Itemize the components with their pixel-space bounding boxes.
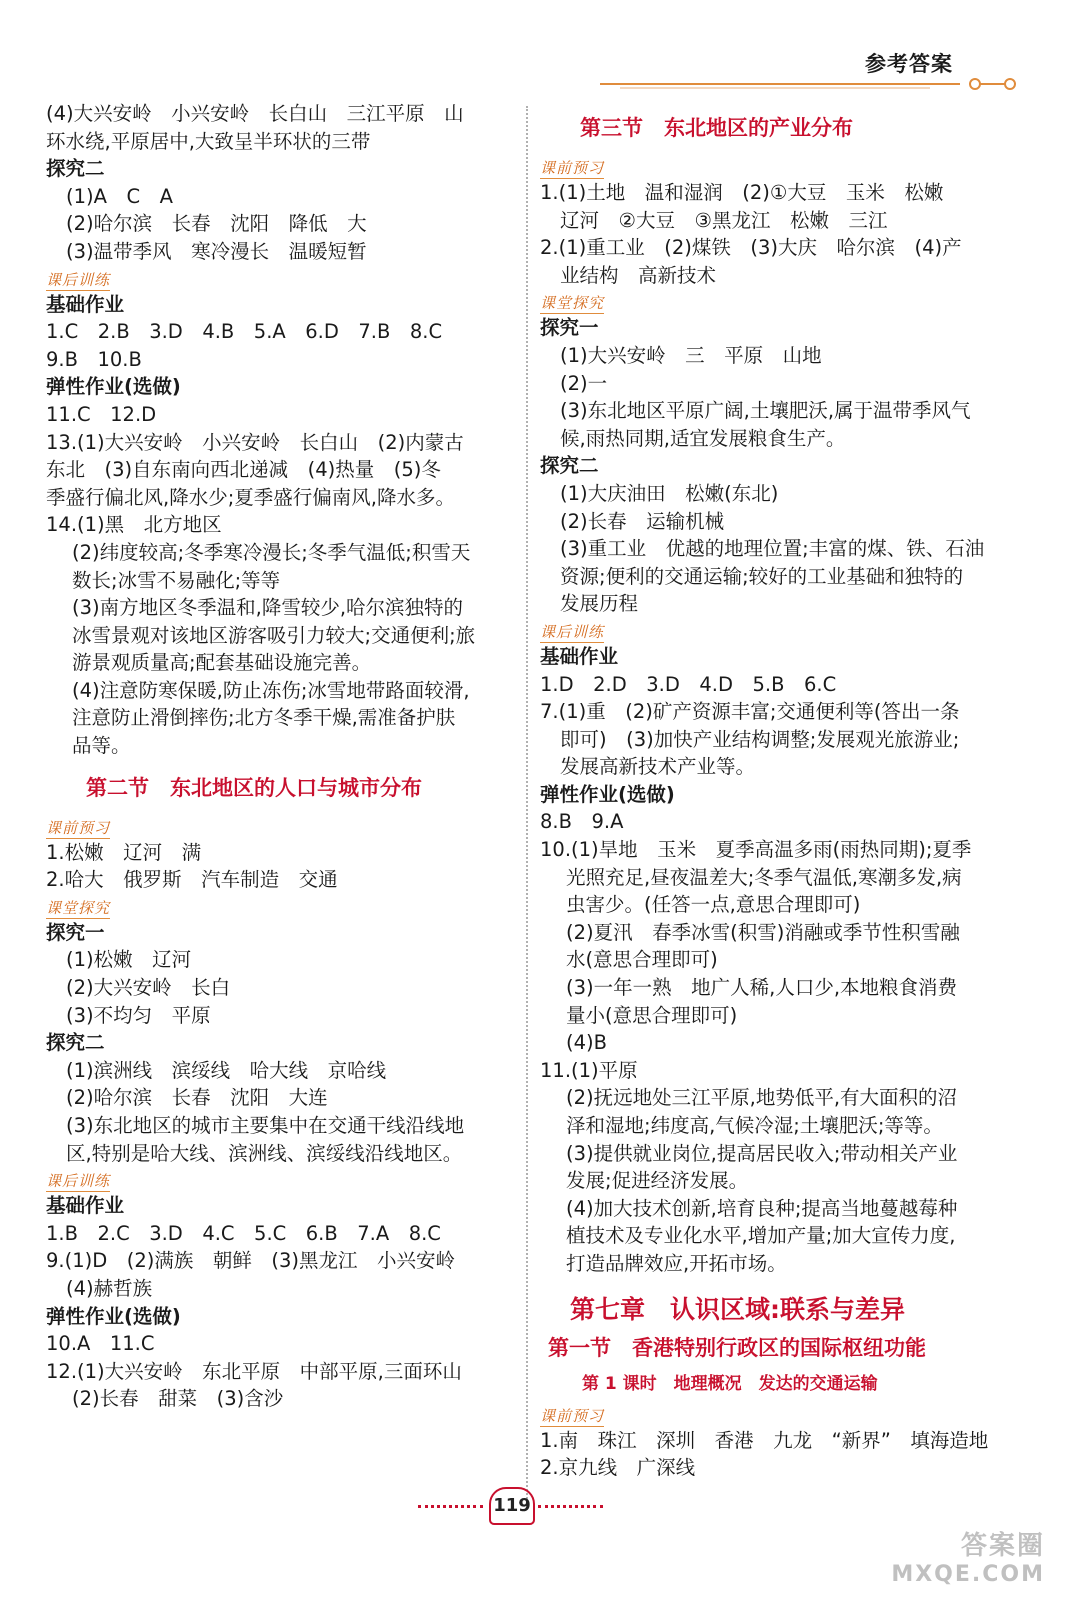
answer-line: 14.(1)黑 北方地区	[46, 513, 222, 537]
answer-line: 9.(1)D (2)满族 朝鲜 (3)黑龙江 小兴安岭	[46, 1249, 455, 1273]
answer-line: 13.(1)大兴安岭 小兴安岭 长白山 (2)内蒙古	[46, 430, 464, 454]
section-tag-row	[46, 266, 516, 291]
header-decor-line	[600, 74, 1030, 94]
subheading: 探究一	[540, 316, 599, 340]
answer-line: 水(意思合理即可)	[566, 948, 718, 972]
subheading: 探究二	[46, 157, 105, 181]
answer-line: 10.A 11.C	[46, 1332, 155, 1356]
answer-line: (4)大兴安岭 小兴安岭 长白山 三江平原 山	[46, 102, 464, 125]
answer-line: (3)温带季风 寒冷漫长 温暖短暂	[66, 239, 367, 263]
answer-line: 品等。	[72, 734, 131, 758]
answer-line: (2)长春 甜菜 (3)含沙	[72, 1387, 284, 1411]
answer-line: (3)东北地区的城市主要集中在交通干线沿线地	[66, 1114, 465, 1137]
section-heading: 第三节 东北地区的产业分布	[580, 116, 853, 140]
answer-line: 量小(意思合理即可)	[566, 1003, 738, 1027]
section-tag-row	[46, 1167, 516, 1192]
answer-line: (2)哈尔滨 长春 沈阳 降低 大	[66, 212, 367, 236]
section-heading: 第二节 东北地区的人口与城市分布	[86, 775, 422, 800]
page-number-dots-right	[538, 1493, 603, 1508]
answer-line: 1.南 珠江 深圳 香港 九龙 “新界” 填海造地	[540, 1428, 989, 1452]
subheading: 基础作业	[46, 292, 125, 316]
answer-line: 虫害少。(任答一点,意思合理即可)	[566, 893, 861, 917]
answer-line: (1)A C A	[66, 184, 173, 208]
answer-line: (2)哈尔滨 长春 沈阳 大连	[66, 1086, 328, 1110]
section-tag-row	[540, 289, 1020, 314]
answer-line: 发展历程	[560, 592, 639, 616]
answer-line: (3)东北地区平原广阔,土壤肥沃,属于温带季风气	[560, 399, 971, 423]
answer-line: 1.松嫩 辽河 满	[46, 840, 202, 864]
subheading: 弹性作业(选做)	[46, 375, 181, 399]
subheading: 弹性作业(选做)	[46, 1304, 181, 1328]
section-tag: 课前预习	[540, 159, 605, 177]
page-number-dots-left	[418, 1493, 483, 1508]
answer-line: 1.(1)土地 温和湿润 (2)①大豆 玉米 松嫩	[540, 181, 944, 204]
answer-line: (3)一年一熟 地广人稀,人口少,本地粮食消费	[566, 976, 958, 1000]
answer-line: 数长;冰雪不易融化;等等	[72, 568, 281, 592]
answer-line: (1)松嫩 辽河	[66, 948, 192, 972]
section-tag-row	[540, 154, 1020, 179]
answer-line: 11.C 12.D	[46, 402, 157, 426]
answer-line: 12.(1)大兴安岭 东北平原 中部平原,三面环山	[46, 1359, 462, 1383]
section-tag-row	[540, 618, 1020, 643]
answer-line: 打造品牌效应,开拓市场。	[566, 1251, 787, 1275]
subheading: 基础作业	[46, 1194, 125, 1218]
answer-line: (4)注意防寒保暖,防止冻伤;冰雪地带路面较滑,	[72, 678, 470, 702]
subheading: 探究二	[540, 454, 599, 478]
answer-line: 业结构 高新技术	[560, 263, 717, 287]
answer-line: 游景观质量高;配套基础设施完善。	[72, 651, 372, 675]
answer-line: 泽和湿地;纬度高,气候冷湿;土壤肥沃;等等。	[566, 1114, 943, 1137]
answer-line: 8.B 9.A	[540, 810, 624, 834]
answer-line: 1.D 2.D 3.D 4.D 5.B 6.C	[540, 672, 837, 696]
answer-line: 东北 (3)自东南向西北递减 (4)热量 (5)冬	[46, 458, 441, 482]
answer-line: (1)大庆油田 松嫩(东北)	[560, 481, 779, 505]
answer-line: 季盛行偏北风,降水少;夏季盛行偏南风,降水多。	[46, 485, 455, 509]
subheading: 基础作业	[540, 644, 619, 668]
answer-line: (2)长春 运输机械	[560, 509, 725, 533]
answer-line: 注意防止滑倒摔伤;北方冬季干燥,需准备护肤	[72, 706, 456, 730]
answer-line: 发展高新技术产业等。	[560, 755, 756, 779]
answer-line: 候,雨热同期,适宜发展粮食生产。	[560, 426, 846, 450]
answer-line: 发展;促进经济发展。	[566, 1169, 749, 1193]
subheading: 探究一	[46, 920, 105, 944]
header-title: 参考答案	[865, 52, 953, 76]
subheading: 探究二	[46, 1031, 105, 1055]
section-tag: 课后训练	[540, 622, 605, 641]
answer-line: (4)赫哲族	[66, 1276, 153, 1300]
lesson-heading: 第 1 课时 地理概况 发达的交通运输	[582, 1373, 878, 1394]
section-tag-row	[46, 814, 516, 839]
section-heading: 第一节 香港特别行政区的国际枢纽功能	[548, 1335, 926, 1360]
watermark-url: MXQE.COM	[891, 1562, 1045, 1587]
answer-line: 植技术及专业化水平,增加产量;加大宣传力度,	[566, 1224, 956, 1248]
answer-line: 光照充足,昼夜温差大;冬季气温低,寒潮多发,病	[566, 865, 962, 889]
answer-line: (4)B	[566, 1031, 607, 1055]
right-column	[540, 100, 1020, 1482]
answer-line: (3)重工业 优越的地理位置;丰富的煤、铁、石油	[560, 537, 985, 561]
answer-line: 辽河 ②大豆 ③黑龙江 松嫩 三江	[560, 208, 888, 232]
section-tag: 课前预习	[46, 818, 111, 837]
answer-line: (2)纬度较高;冬季寒冷漫长;冬季气温低;积雪天	[72, 540, 471, 564]
watermark-logo: 答案圈	[960, 1531, 1045, 1561]
answer-line: 冰雪景观对该地区游客吸引力较大;交通便利;旅	[72, 623, 476, 647]
section-tag: 课前预习	[540, 1406, 605, 1425]
answer-line: 1.C 2.B 3.D 4.B 5.A 6.D 7.B 8.C	[46, 320, 443, 344]
section-tag-row	[540, 1402, 1020, 1427]
answer-line: (2)夏汛 春季冰雪(积雪)消融或季节性积雪融	[566, 920, 960, 944]
section-tag-row	[46, 894, 516, 919]
answer-line: (4)加大技术创新,培育良种;提高当地蔓越莓种	[566, 1196, 958, 1220]
answer-line: 2.京九线 广深线	[540, 1456, 696, 1480]
answer-line: (2)一	[560, 371, 608, 395]
page-number: 119	[489, 1487, 535, 1525]
answer-line: (3)提供就业岗位,提高居民收入;带动相关产业	[566, 1141, 958, 1165]
chapter-heading: 第七章 认识区域:联系与差异	[570, 1294, 905, 1324]
answer-line: (1)大兴安岭 三 平原 山地	[560, 343, 822, 367]
answer-line: (2)大兴安岭 长白	[66, 976, 231, 1000]
section-tag: 课堂探究	[540, 294, 605, 313]
answer-line: 2.哈大 俄罗斯 汽车制造 交通	[46, 868, 338, 892]
left-column	[46, 100, 516, 1413]
section-tag: 课堂探究	[46, 898, 111, 917]
answer-line: 资源;便利的交通运输;较好的工业基础和独特的	[560, 564, 964, 588]
answer-line: 9.B 10.B	[46, 347, 142, 371]
section-tag: 课后训练	[46, 1172, 111, 1191]
answer-line: 2.(1)重工业 (2)煤铁 (3)大庆 哈尔滨 (4)产	[540, 236, 962, 260]
answer-line: 区,特别是哈大线、滨洲线、滨绥线沿线地区。	[66, 1141, 463, 1165]
answer-line: 即可) (3)加快产业结构调整;发展观光旅游业;	[560, 727, 960, 751]
section-tag: 课后训练	[46, 270, 111, 289]
answer-line: (3)南方地区冬季温和,降雪较少,哈尔滨独特的	[72, 596, 464, 620]
answer-line: (2)抚远地处三江平原,地势低平,有大面积的沼	[566, 1086, 958, 1110]
answer-line: (3)不均匀 平原	[66, 1003, 211, 1027]
subheading: 弹性作业(选做)	[540, 782, 675, 806]
answer-line: 环水绕,平原居中,大致呈半环状的三带	[46, 129, 371, 153]
answer-line: 10.(1)旱地 玉米 夏季高温多雨(雨热同期);夏季	[540, 838, 972, 862]
answer-line: 1.B 2.C 3.D 4.C 5.C 6.B 7.A 8.C	[46, 1221, 441, 1245]
answer-line: 7.(1)重 (2)矿产资源丰富;交通便利等(答出一条	[540, 700, 960, 724]
answer-line: 11.(1)平原	[540, 1058, 638, 1082]
answer-line: (1)滨洲线 滨绥线 哈大线 京哈线	[66, 1058, 387, 1082]
column-divider	[526, 106, 528, 1506]
